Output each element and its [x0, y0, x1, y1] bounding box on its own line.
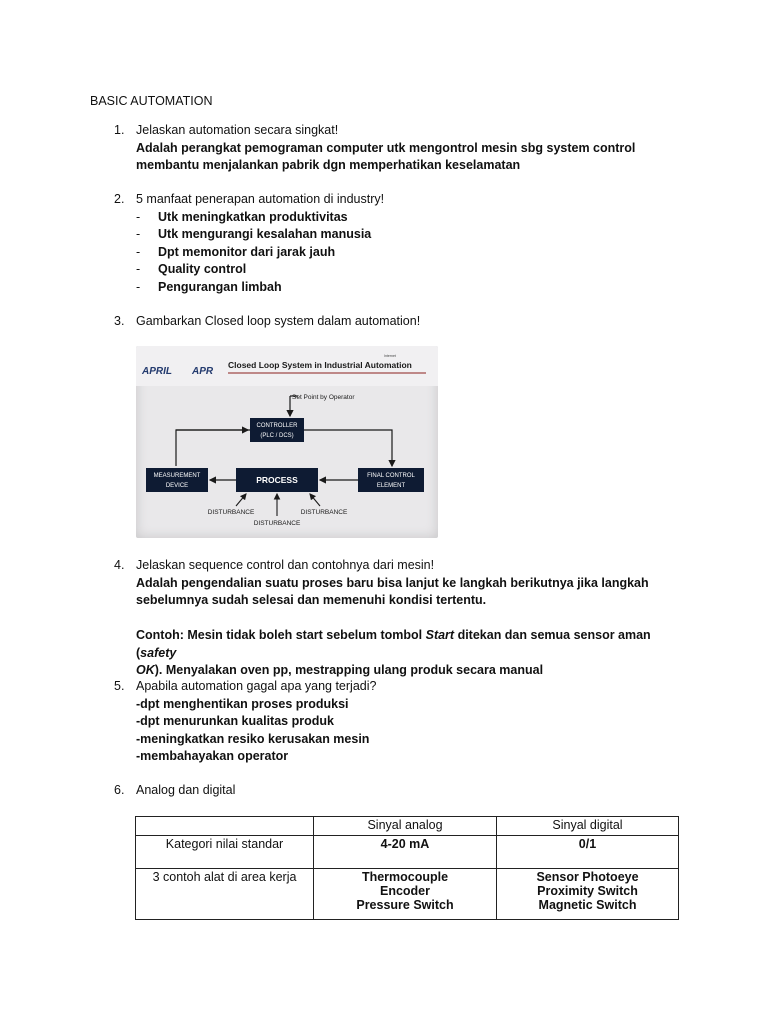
example-ok-word: OK [136, 663, 155, 677]
question-text: Apabila automation gagal apa yang terjadi? [136, 679, 377, 693]
document-title: BASIC AUTOMATION [90, 94, 213, 108]
list-item: - Utk meningkatkan produktivitas [136, 209, 674, 227]
table-row [136, 869, 679, 920]
example-text: ditekan dan semua sensor aman ( [136, 628, 651, 660]
list-item: - Dpt memonitor dari jarak jauh [136, 244, 674, 262]
answer-line: membantu menjalankan pabrik dgn memperhatikan keselamatan [136, 158, 521, 172]
question-number: 4. [114, 558, 125, 572]
disturbance-arrow-left [236, 494, 246, 506]
question-6 [114, 782, 674, 800]
feedback-line-left [176, 430, 250, 466]
table-header-cell [136, 817, 314, 836]
brand-logo-right: APR [192, 366, 214, 377]
answer-line: sebelumnya sudah selesai dan memenuhi kondisi tertentu. [136, 593, 487, 607]
analog-device: Thermocouple [361, 870, 449, 884]
question-3 [114, 313, 674, 331]
digital-device: Sensor Photoeye [536, 870, 639, 884]
table-cell-label: Kategori nilai standar [136, 836, 314, 869]
answer-line: -meningkatkan resiko kerusakan mesin [136, 731, 370, 746]
question-number: 6. [114, 783, 125, 797]
benefit-list [136, 209, 674, 297]
answer-line: -membahayakan operator [136, 749, 289, 763]
digital-device: Proximity Switch [537, 884, 638, 898]
brand-logo-left: APRIL [142, 366, 172, 377]
controller-sublabel: (PLC / DCS) [260, 433, 294, 439]
question-text: Jelaskan automation secara singkat! [136, 123, 339, 137]
table-cell: 0/1 [497, 836, 679, 869]
answer-line: -dpt menurunkan kualitas produk [136, 714, 334, 728]
example-start-word: Start [425, 628, 455, 642]
table-cell [314, 869, 497, 920]
control-output-line [304, 430, 392, 466]
process-label: PROCESS [256, 475, 298, 485]
table-header-row [136, 817, 679, 836]
question-4 [114, 557, 674, 680]
answer-line: Adalah perangkat pemograman computer utk mengontrol mesin sbg system control [136, 140, 636, 155]
closed-loop-diagram [136, 346, 438, 538]
diagram-title: Closed Loop System in Industrial Automation [228, 360, 412, 370]
question-5 [114, 678, 674, 766]
disturbance-arrow-right [310, 494, 320, 506]
table-cell [497, 869, 679, 920]
example-safety-word: safety [140, 645, 177, 660]
answer-line: Adalah pengendalian suatu proses baru bisa lanjut ke langkah berikutnya jika langkah [136, 575, 649, 590]
analog-device: Pressure Switch [356, 898, 454, 912]
question-text: Jelaskan sequence control dan contohnya dari mesin! [136, 558, 435, 572]
analog-device: Encoder [379, 884, 430, 898]
measurement-sublabel: DEVICE [165, 483, 189, 489]
question-text: Gambarkan Closed loop system dalam automation! [136, 314, 421, 328]
final-control-sublabel: ELEMENT [376, 483, 406, 489]
example-text: ). Menyalakan oven pp, mestrapping ulang produk secara manual [154, 663, 544, 677]
question-number: 1. [114, 123, 125, 137]
controller-label: CONTROLLER [256, 423, 298, 429]
measurement-label: MEASUREMENT [153, 473, 201, 479]
digital-device: Magnetic Switch [538, 898, 637, 912]
answer-line: -dpt menghentikan proses produksi [136, 696, 349, 711]
disturbance-label-center: DISTURBANCE [253, 520, 301, 527]
question-1 [114, 122, 674, 175]
set-point-label: Set Point by Operator [292, 394, 355, 401]
disturbance-label-right: DISTURBANCE [300, 509, 348, 516]
question-text: Analog dan digital [136, 783, 236, 797]
list-item: - Pengurangan limbah [136, 279, 674, 297]
question-number: 5. [114, 679, 125, 693]
list-item: - Utk mengurangi kesalahan manusia [136, 226, 674, 244]
question-2 [114, 191, 674, 296]
example-paragraph [136, 627, 674, 680]
table-header-cell: Sinyal digital [497, 817, 679, 836]
table-header-cell: Sinyal analog [314, 817, 497, 836]
example-text: Contoh: Mesin tidak boleh start sebelum tombol [136, 628, 426, 642]
table-cell: 4-20 mA [314, 836, 497, 869]
title-superscript: Internet [384, 354, 396, 358]
question-number: 2. [114, 192, 125, 206]
question-number: 3. [114, 314, 125, 328]
table-row [136, 836, 679, 869]
disturbance-label-left: DISTURBANCE [207, 509, 255, 516]
question-text: 5 manfaat penerapan automation di industry! [136, 192, 385, 206]
final-control-label: FINAL CONTROL [367, 473, 415, 479]
list-item: - Quality control [136, 261, 674, 279]
table-cell-label: 3 contoh alat di area kerja [136, 869, 314, 920]
analog-digital-table [135, 816, 679, 920]
